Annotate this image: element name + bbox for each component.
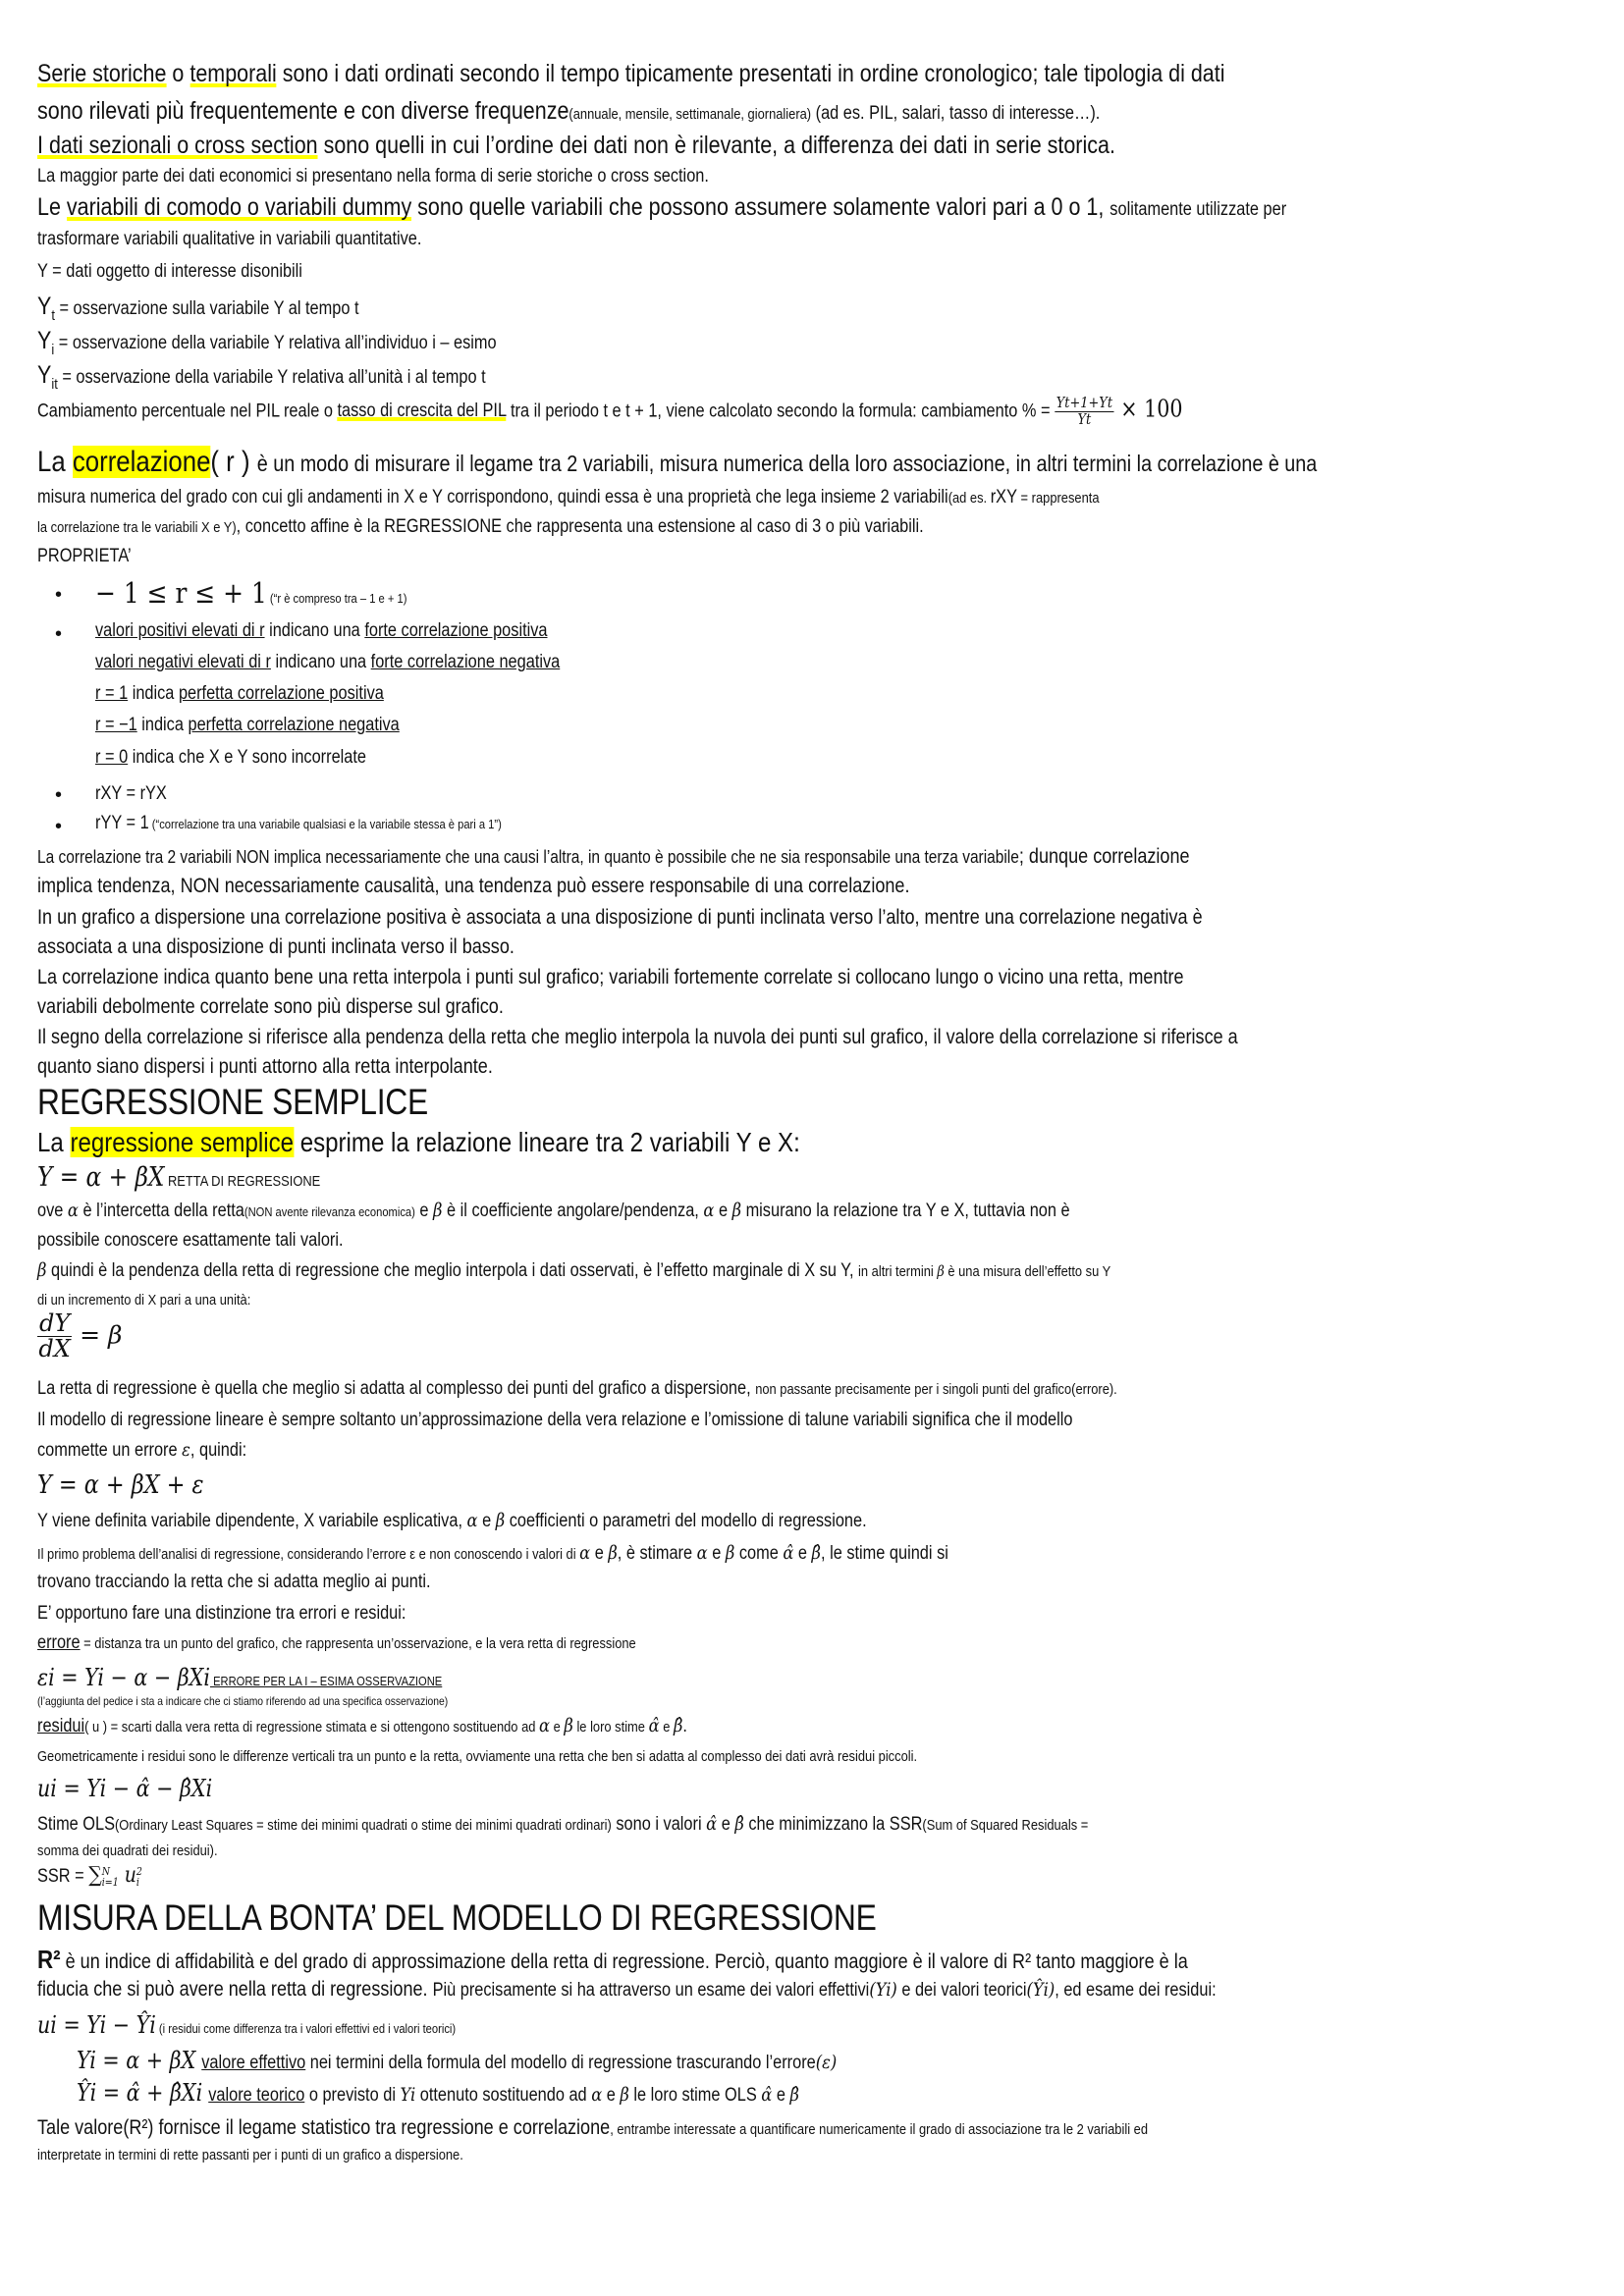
bullet-ryy: rYY = 1 (“correlazione tra una variabile qualsiasi e la variabile stessa è pari a 1”)	[95, 813, 502, 833]
growth-rate-formula: $\frac{Yt+1+Yt}{Yt}$	[1056, 394, 1113, 428]
bullet-range: − 1 ≤ r ≤ + 1 (“r è compreso tra – 1 e + 1)	[95, 576, 407, 610]
proprieta-heading: PROPRIETA’	[37, 546, 132, 566]
line-incremento: di un incremento di X pari a una unità:	[37, 1292, 251, 1308]
line-intercetta: ove α è l’intercetta della retta(NON avente rilevanza economica) e β è il coefficiente angolare/pendenza, α e β misurano la relazione tra Y e X, tuttavia non è	[37, 1200, 1070, 1221]
formula-valore-effettivo: Yi = α + βX valore effettivo nei termini della formula del modello di regressione trascurando l’errore(ε)	[77, 2047, 838, 2074]
formula-ssr: SSR = ∑ N i=1 u 2 i	[37, 1863, 142, 1889]
line-negativi: valori negativi elevati di r indicano una forte correlazione negativa	[95, 652, 561, 672]
para-causalita-2: implica tendenza, NON necessariamente causalità, una tendenza può essere responsabile di una correlazione.	[37, 875, 910, 897]
bullet-icon: •	[55, 816, 63, 837]
line-correlazione: La correlazione( r ) è un modo di misurare il legame tra 2 variabili, misura numerica della loro associazione, in altri termini la correlazione è una	[37, 446, 1318, 478]
line-trasformare: trasformare variabili qualitative in variabili quantitative.	[37, 229, 422, 249]
bullet-icon: •	[55, 584, 63, 606]
derivative-formula: $\frac{dY}{dX}$ = β	[38, 1309, 123, 1363]
line-yit-def: $Y_{it}$ = osservazione della variabile Y relativa all’unità i al tempo t	[37, 361, 486, 393]
line-fiducia: fiducia che si può avere nella retta di regressione. Più precisamente si ha attraverso un esame dei valori effettivi(Yi) e dei valori teorici(Ŷi), ed esame dei residui:	[37, 1978, 1217, 2001]
line-commette-errore: commette un errore ε, quindi:	[37, 1439, 247, 1461]
line-r-0: r = 0 indica che X e Y sono incorrelate	[95, 747, 367, 768]
line-beta-pendenza: β quindi è la pendenza della retta di regressione che meglio interpola i dati osservati, è l’effetto marginale di X su Y, in altri termini β è una misura dell’effetto su Y	[37, 1259, 1111, 1281]
para-segno-2: quanto siano dispersi i punti attorno alla retta interpolante.	[37, 1055, 493, 1078]
line-legame-statistico: Tale valore(R²) fornisce il legame statistico tra regressione e correlazione, entrambe interessate a quantificare numericamente il grado di associazione tra le 2 variabili ed	[37, 2116, 1149, 2139]
formula-modello-errore: Y = α + βX + ε	[37, 1470, 204, 1500]
line-serie-storiche: Serie storiche o temporali sono i dati ordinati secondo il tempo tipicamente presentati in ordine cronologico; tale tipologia di dati	[37, 60, 1225, 87]
line-geometricamente: Geometricamente i residui sono le differenze verticali tra un punto e la retta, ovviamente una retta che ben si adatta al complesso dei dati avrà residui piccoli.	[37, 1748, 918, 1765]
bullet-positivi: valori positivi elevati di r indicano una forte correlazione positiva	[95, 620, 548, 641]
line-frequenze: sono rilevati più frequentemente e con diverse frequenze(annuale, mensile, settimanale, giornaliera) (ad es. PIL, salari, tasso di interesse…).	[37, 97, 1101, 125]
bullet-icon: •	[55, 623, 63, 645]
line-variabile-dipendente: Y viene definita variabile dipendente, X variabile esplicativa, α e β coefficienti o parametri del modello di regressione.	[37, 1510, 867, 1531]
line-pedice-note: (l’aggiunta del pedice i sta a indicare che ci stiamo riferendo ad una specifica osservazione)	[37, 1694, 449, 1708]
para-dispersione-2: associata a una disposizione di punti inclinata verso il basso.	[37, 935, 514, 958]
line-misura-numerica: misura numerica del grado con cui gli andamenti in X e Y corrispondono, quindi essa è una proprietà che lega insieme 2 variabili(ad es. rXY = rappresenta	[37, 487, 1100, 507]
formula-errore: εi = Yi − α − βXi ERRORE PER LA I – ESIMA OSSERVAZIONE	[37, 1664, 443, 1691]
line-r-1: r = 1 indica perfetta correlazione positiva	[95, 683, 384, 704]
heading-regressione-semplice: REGRESSIONE SEMPLICE	[37, 1082, 429, 1122]
line-dati-sezionali: I dati sezionali o cross section sono quelli in cui l’ordine dei dati non è rilevante, a differenza dei dati in serie storica.	[37, 132, 1115, 159]
line-retta-adatta: La retta di regressione è quella che meglio si adatta al complesso dei punti del grafico a dispersione, non passante precisamente per i singoli punti del grafico(errore).	[37, 1378, 1117, 1399]
heading-bonta-modello: MISURA DELLA BONTA’ DEL MODELLO DI REGRESSIONE	[37, 1897, 877, 1938]
line-possibile: possibile conoscere esattamente tali valori.	[37, 1230, 344, 1251]
line-r-minus-1: r = −1 indica perfetta correlazione negativa	[95, 715, 400, 735]
line-r2-indice: R² è un indice di affidabilità e del grado di approssimazione della retta di regressione. Perciò, quanto maggiore è il valore di R² tanto maggiore è la	[37, 1945, 1188, 1974]
line-interpretate: interpretate in termini di rette passanti per i punti di un grafico a dispersione.	[37, 2147, 463, 2163]
para-causalita-1: La correlazione tra 2 variabili NON implica necessariamente che una causi l’altra, in quanto è possibile che ne sia responsabile una terza variabile; dunque correlazione	[37, 845, 1190, 868]
line-distinzione: E’ opportuno fare una distinzione tra errori e residui:	[37, 1603, 406, 1624]
line-approssimazione: Il modello di regressione lineare è sempre soltanto un’approssimazione della vera relazione e l’omissione di talune variabili significa che il modello	[37, 1410, 1073, 1430]
line-residui-def: residui( u ) = scarti dalla vera retta di regressione stimata e si ottengono sostituendo ad α e β le loro stime α̂ e β̂.	[37, 1715, 687, 1736]
para-segno-1: Il segno della correlazione si riferisce alla pendenza della retta che meglio interpola la nuvola dei punti sul grafico, il valore della correlazione si riferisce a	[37, 1026, 1238, 1048]
formula-valore-teorico: Ŷi = α̂ + β̂Xi valore teorico o previsto di Yi ottenuto sostituendo ad α e β le loro stime OLS α̂ e β̂	[77, 2079, 799, 2107]
line-yi-def: $Y_i$ = osservazione della variabile Y relativa all’individuo i – esimo	[37, 327, 497, 358]
line-stime-ols: Stime OLS(Ordinary Least Squares = stime dei minimi quadrati o stime dei minimi quadrati ordinari) sono i valori α̂ e β̂ che minimizzano la SSR(Sum of Squared Residuals =	[37, 1813, 1089, 1835]
formula-residui: ui = Yi − α̂ − β̂Xi	[37, 1775, 213, 1802]
line-yt-def: $Y_t$ = osservazione sulla variabile Y al tempo t	[37, 293, 359, 324]
line-variabili-dummy: Le variabili di comodo o variabili dummy sono quelle variabili che possono assumere solamente valori pari a 0 o 1, solitamente utilizzate per	[37, 193, 1287, 221]
line-cambiamento-pil: Cambiamento percentuale nel PIL reale o tasso di crescita del PIL tra il periodo t e t + 1, viene calcolato secondo la formula: cambiamento % = $\frac{Yt+1+Yt}{Yt}$ × 100	[37, 394, 1183, 428]
line-primo-problema: Il primo problema dell’analisi di regressione, considerando l’errore ε e non conoscendo i valori di α e β, è stimare α e β come α̂ e β̂, le stime quindi si	[37, 1542, 948, 1564]
line-retta-regressione: Y = α + βX RETTA DI REGRESSIONE	[37, 1162, 321, 1193]
line-y-def: Y = dati oggetto di interesse disonibili	[37, 261, 302, 282]
line-somma-quadrati: somma dei quadrati dei residui).	[37, 1842, 218, 1859]
para-retta-2: variabili debolmente correlate sono più disperse sul grafico.	[37, 995, 504, 1018]
line-errore-def: errore = distanza tra un punto del grafico, che rappresenta un’osservazione, e la vera retta di regressione	[37, 1632, 636, 1653]
para-dispersione-1: In un grafico a dispersione una correlazione positiva è associata a una disposizione di punti inclinata verso l’alto, mentre una correlazione negativa è	[37, 906, 1203, 929]
formula-residui-differenza: ui = Yi − Ŷi (i residui come differenza tra i valori effettivi ed i valori teorici)	[37, 2011, 457, 2039]
line-regressione-semplice: La regressione semplice esprime la relazione lineare tra 2 variabili Y e X:	[37, 1127, 800, 1157]
line-dati-economici: La maggior parte dei dati economici si presentano nella forma di serie storiche o cross section.	[37, 166, 709, 187]
line-trovano: trovano tracciando la retta che si adatta meglio ai punti.	[37, 1572, 431, 1592]
bullet-simmetria: rXY = rYX	[95, 783, 167, 804]
bullet-icon: •	[55, 784, 63, 806]
para-retta-1: La correlazione indica quanto bene una retta interpola i punti sul grafico; variabili fortemente correlate si collocano lungo o vicino una retta, mentre	[37, 966, 1184, 988]
line-regressione-affine: la correlazione tra le variabili X e Y), concetto affine è la REGRESSIONE che rappresenta una estensione al caso di 3 o più variabili.	[37, 516, 924, 537]
